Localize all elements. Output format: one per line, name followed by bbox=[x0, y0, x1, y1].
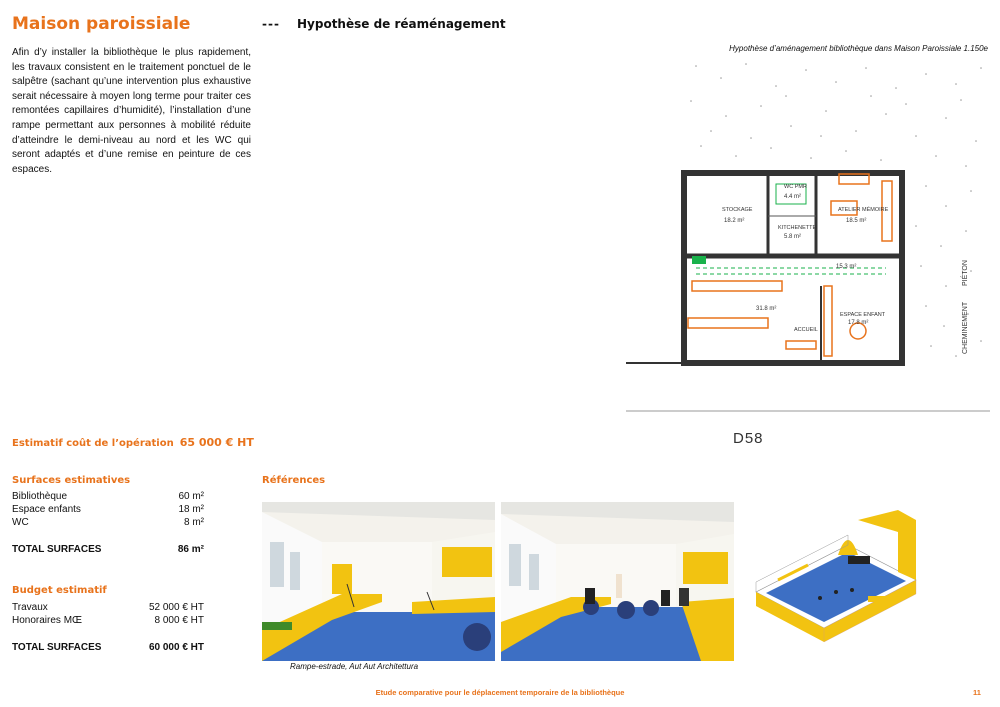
room-area-enfant: 17.8 m² bbox=[848, 320, 869, 326]
table-row bbox=[12, 503, 204, 516]
reference-photo-2 bbox=[501, 502, 734, 661]
room-label-wc: WC PMR bbox=[784, 184, 807, 190]
row-label: Espace enfants bbox=[12, 504, 81, 515]
room-label-kitchenette: KITCHENETTE bbox=[778, 225, 817, 231]
room-area-stockage: 18.2 m² bbox=[724, 218, 745, 224]
floor-plan bbox=[626, 56, 990, 412]
row-label: Travaux bbox=[12, 602, 48, 613]
plan-code: D58 bbox=[733, 430, 764, 447]
room-label-enfant: ESPACE ENFANT bbox=[840, 312, 886, 318]
side-label-pieton: PIÉTON bbox=[962, 260, 969, 286]
room-area-atelier: 18.5 m² bbox=[846, 218, 867, 224]
total-value: 86 m² bbox=[177, 544, 204, 555]
total-value: 60 000 € HT bbox=[148, 642, 204, 653]
table-row bbox=[12, 601, 204, 614]
room-label-stockage: STOCKAGE bbox=[722, 207, 753, 213]
plan-caption: Hypothèse d’aménagement bibliothèque dans Maison Paroissiale 1.150e bbox=[729, 44, 988, 53]
building-walls bbox=[684, 173, 902, 363]
row-label: WC bbox=[12, 517, 29, 528]
title-separator: --- bbox=[262, 17, 280, 31]
room-area-wc: 4.4 m² bbox=[784, 194, 802, 200]
cost-label: Estimatif coût de l’opération bbox=[12, 438, 174, 449]
page-number: 11 bbox=[973, 688, 981, 697]
row-value: 8 000 € HT bbox=[154, 615, 204, 626]
cost-estimate bbox=[12, 436, 254, 449]
references-title: Références bbox=[262, 475, 326, 486]
reference-photo-1 bbox=[262, 502, 495, 661]
side-label-cheminement: CHEMINEMENT bbox=[962, 301, 969, 354]
total-label: TOTAL SURFACES bbox=[12, 642, 102, 653]
row-value: 18 m² bbox=[178, 504, 204, 515]
isometric-drawing bbox=[748, 510, 920, 648]
row-value: 8 m² bbox=[184, 517, 204, 528]
intro-paragraph: Afin d’y installer la bibliothèque le plus rapidement, les travaux consistent en le traitement ponctuel de le salpêtre (sachant qu’une intervention plus exhaustive serait nécessaire à moyen long terme pour traiter ces remontées capillaires d’humidité), l’installation d’une rampe permettant aux personnes à mobilité réduite d’atteindre le demi-niveau au nord et les WC qui seront adaptés et d’une remise en peinture de ces espaces. bbox=[12, 47, 251, 175]
table-row bbox=[12, 614, 204, 627]
total-row bbox=[12, 641, 204, 654]
total-row bbox=[12, 543, 204, 556]
cost-value: 65 000 € HT bbox=[179, 436, 254, 449]
room-area-kitchenette: 5.8 m² bbox=[784, 234, 802, 240]
footer-text: Etude comparative pour le déplacement temporaire de la bibliothèque bbox=[375, 688, 625, 697]
references-caption: Rampe-estrade, Aut Aut Architettura bbox=[290, 662, 419, 671]
room-label-atelier: ATELIER MÉMOIRE bbox=[838, 207, 889, 213]
section-subtitle: Hypothèse de réaménagement bbox=[297, 17, 506, 31]
main-room-area: 31.8 m² bbox=[756, 306, 777, 312]
table-row bbox=[12, 490, 204, 503]
row-value: 60 m² bbox=[178, 491, 204, 502]
total-label: TOTAL SURFACES bbox=[12, 544, 102, 555]
budget-table bbox=[12, 601, 204, 654]
budget-title: Budget estimatif bbox=[12, 585, 107, 596]
corridor-area: 15.3 m² bbox=[836, 264, 857, 270]
row-label: Honoraires MŒ bbox=[12, 615, 83, 626]
table-row bbox=[12, 516, 204, 529]
row-value: 52 000 € HT bbox=[148, 602, 204, 613]
page-title: Maison paroissiale bbox=[12, 14, 191, 34]
row-label: Bibliothèque bbox=[12, 491, 68, 502]
furniture bbox=[688, 174, 892, 356]
surfaces-table bbox=[12, 490, 204, 556]
room-label-accueil: ACCUEIL bbox=[794, 327, 818, 333]
surfaces-title: Surfaces estimatives bbox=[12, 475, 131, 486]
